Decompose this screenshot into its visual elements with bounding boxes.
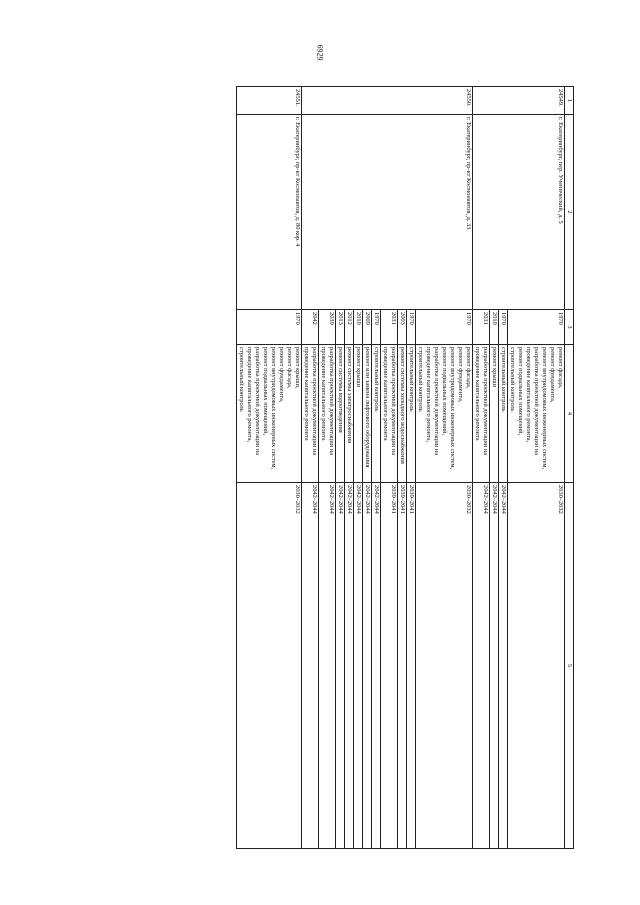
work-type-cell: ремонт крыши <box>490 345 499 483</box>
year-cell: 1970 <box>407 310 416 345</box>
page-number: 6929 <box>315 44 325 61</box>
header-cell: 2 <box>565 115 574 310</box>
period-cell: 2042–2044 <box>354 483 363 849</box>
work-type-cell: разработка проектной документации на проведение капитального ремонта <box>319 345 336 483</box>
work-type-cell: строительный контроль <box>407 345 416 483</box>
year-cell: 2009 <box>363 310 372 345</box>
object-address: г. Екатеринбург, пер. Ученический, д. 5 <box>473 115 565 310</box>
year-cell: 1970 <box>508 310 565 345</box>
object-address: г. Екатеринбург, пр-кт Космонавтов, д. 33 <box>302 115 473 310</box>
table-wrapper <box>86 86 574 848</box>
work-type-cell: ремонт системы холодного водоснабжения <box>398 345 407 483</box>
year-cell: 1970 <box>237 310 302 345</box>
work-type-cell: строительный контроль <box>372 345 381 483</box>
header-cell: 3 <box>565 310 574 345</box>
year-cell: 2013 <box>336 310 345 345</box>
year-cell: 2010 <box>490 310 499 345</box>
period-cell: 2039–2041 <box>398 483 407 849</box>
header-cell: 1 <box>565 87 574 115</box>
work-type-cell: разработка проектной документации на проведение капитального ремонта <box>381 345 398 483</box>
year-cell: 2010 <box>354 310 363 345</box>
year-cell: 2042 <box>302 310 319 345</box>
object-number: 24550. <box>302 87 473 115</box>
work-type-cell: ремонт системы водоотведения <box>336 345 345 483</box>
header-row <box>565 87 574 849</box>
period-cell: 2042–2044 <box>336 483 345 849</box>
work-type-cell: ремонт или замена лифтового оборудования <box>363 345 372 483</box>
period-cell: 2042–2044 <box>372 483 381 849</box>
header-cell: 5 <box>565 483 574 849</box>
work-type-cell: ремонт фасада, ремонт фундамента, ремонт внутридомовых инженерных систем, ремонт подвальных помещений, разработка проектной документации на проведение капитального ремонта, строительный контроль <box>416 345 473 483</box>
period-cell: 2042–2044 <box>499 483 508 849</box>
year-cell: 1970 <box>372 310 381 345</box>
year-cell: 2003 <box>398 310 407 345</box>
work-type-cell: разработка проектной документации на проведение капитального ремонта <box>302 345 319 483</box>
period-cell: 2030–2032 <box>416 483 473 849</box>
header-cell: 4 <box>565 345 574 483</box>
period-cell: 2042–2044 <box>302 483 319 849</box>
work-type-cell: ремонт крыши <box>354 345 363 483</box>
object-number: 24551. <box>237 87 302 115</box>
period-cell: 2039–2041 <box>407 483 416 849</box>
period-cell: 2042–2044 <box>363 483 372 849</box>
period-cell: 2042–2044 <box>319 483 336 849</box>
object-address: г. Екатеринбург, пр-кт Космонавтов, д. 80 кор. 4 <box>237 115 302 310</box>
work-type-cell: разработка проектной документации на проведение капитального ремонта <box>473 345 490 483</box>
period-cell: 2039–2041 <box>381 483 398 849</box>
work-type-cell: ремонт фасада, ремонт фундамента, ремонт внутридомовых инженерных систем, разработка проектной документации на проведение капитального ремонта, ремонт подвальных помещений, строительный контроль <box>508 345 565 483</box>
year-cell: 2012 <box>345 310 354 345</box>
period-cell: 2042–2044 <box>345 483 354 849</box>
table-row <box>416 87 473 849</box>
year-cell: 2039 <box>319 310 336 345</box>
rotated-page <box>86 86 574 848</box>
table-row <box>508 87 565 849</box>
year-cell: 1970 <box>499 310 508 345</box>
work-type-cell: строительный контроль <box>499 345 508 483</box>
year-cell: 1970 <box>416 310 473 345</box>
year-cell: 2031 <box>473 310 490 345</box>
period-cell: 2030–2032 <box>508 483 565 849</box>
period-cell: 2030–2032 <box>237 483 302 849</box>
object-number: 24549. <box>473 87 565 115</box>
work-type-cell: ремонт системы электроснабжения <box>345 345 354 483</box>
year-cell: 2031 <box>381 310 398 345</box>
table-row <box>237 87 302 849</box>
work-type-cell: ремонт крыши, ремонт фасада, ремонт фундамента, ремонт внутридомовых инженерных систем, ремонт подвальных помещений, разработка проектной документации на проведение капитального ремонта, строительный контроль <box>237 345 302 483</box>
period-cell: 2042–2044 <box>490 483 499 849</box>
period-cell: 2042–2044 <box>473 483 490 849</box>
repair-plan-table <box>236 86 574 849</box>
